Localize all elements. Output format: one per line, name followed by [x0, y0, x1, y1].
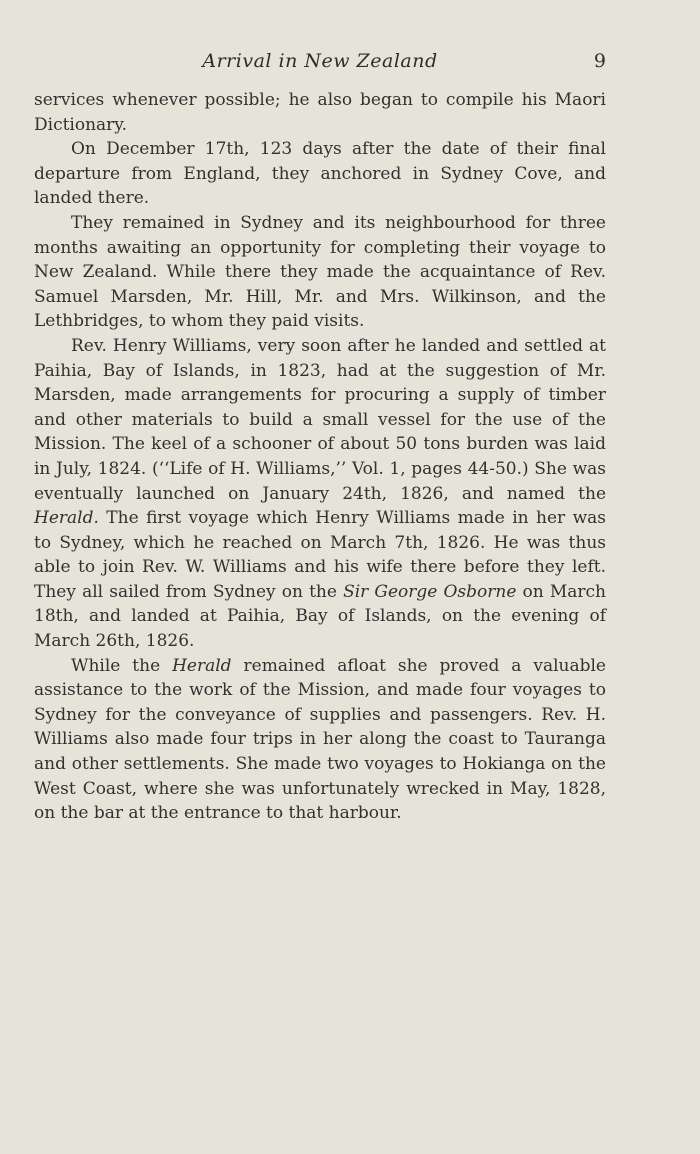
paragraph-4-text-c: The first voyage which Henry Williams made in her was to Sydney, which he reached on March 7th, 1826. He was thus able to join Rev. W. Williams and his wife there before they left. They all sailed from Sydney on the: [34, 508, 606, 602]
paragraph-3: They remained in Sydney and its neighbourhood for three months awaiting an opportunity for completing their voyage to New Zealand. While there they made the acquaintance of Rev. Samuel Marsden, Mr. Hill, Mr. and Mrs. Wilkinson, and the Lethbridges, to whom they paid visits.: [34, 212, 606, 332]
ship-name-herald: Herald.: [34, 508, 99, 529]
paragraph-4-text-a: Rev. Henry Williams, very soon after he landed and settled at Paihia, Bay of Islands, in 1823, had at the suggestion of Mr. Marsden, made arrangements for procuring a supply of timber and other materials to build a small vessel for the use of the Mission. The keel of a schooner of about 50 tons burden was laid in July, 1824. (‘‘Life of H. Williams,’’ Vol. 1, pages 44-50.) She was eventually launched on January 24th, 1826, and named the: [34, 335, 606, 504]
ship-name-sir-george-osborne: Sir George Osborne: [343, 581, 517, 602]
paragraph-4-text-e: on March 18th, and landed at Paihia, Bay of Islands, on the evening of March 26th, 1826.: [34, 581, 606, 652]
paragraph-5: [34, 654, 606, 826]
paragraph-2: On December 17th, 123 days after the date of their final departure from England, they anchored in Sydney Cove, and landed there.: [34, 139, 606, 209]
paragraph-5-text-a: While the: [71, 655, 173, 676]
paragraph-5-text-c: remained afloat she proved a valuable assistance to the work of the Mission, and made four voyages to Sydney for the conveyance of supplies and passengers. Rev. H. Williams also made four trips in her along the coast to Tauranga and other settlements. She made two voyages to Hokianga on the West Coast, where she was unfortunately wrecked in May, 1828, on the bar at the entrance to that harbour.: [34, 655, 606, 824]
page-number: 9: [593, 50, 606, 72]
ship-name-herald-2: Herald: [172, 655, 232, 676]
body-text: [34, 88, 606, 826]
running-head: [34, 50, 606, 78]
paragraph-4: [34, 334, 606, 654]
paragraph-1: services whenever possible; he also began to compile his Maori Dictionary.: [34, 90, 606, 135]
running-title: Arrival in New Zealand: [202, 50, 438, 72]
